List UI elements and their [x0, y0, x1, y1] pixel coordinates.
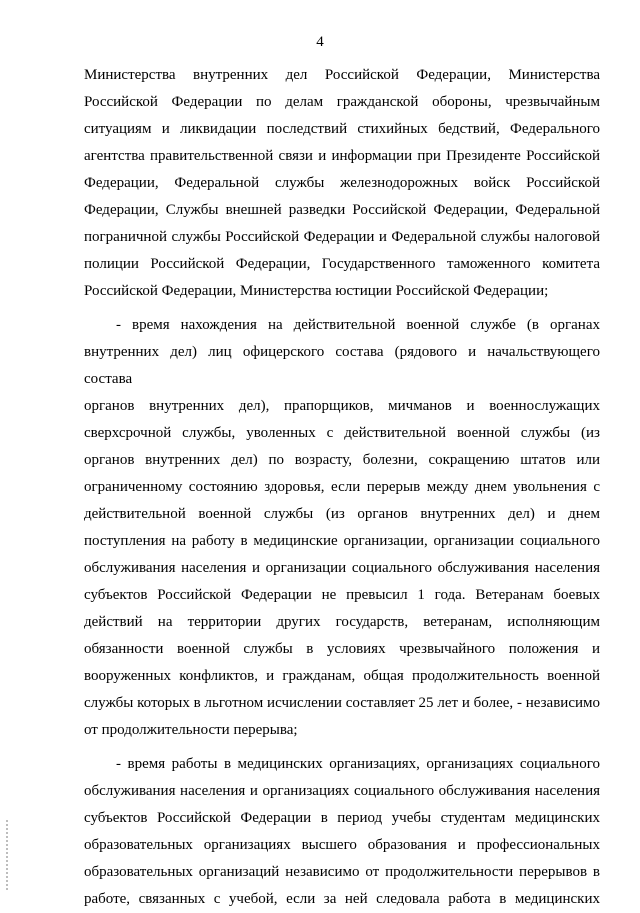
text-line: пограничной службы Российской Федерации и Федеральной службы налоговой	[84, 229, 600, 245]
text-line: агентства правительственной связи и информации при Президенте Российской	[84, 148, 600, 164]
text-line: - время работы в медицинских организациях, организациях социального	[116, 756, 600, 772]
text-line: обязанности военной службы в условиях чрезвычайного положения и	[84, 641, 600, 657]
text-line: Российской Федерации по делам гражданской обороны, чрезвычайным	[84, 94, 600, 110]
paragraph-military-service	[84, 312, 600, 744]
scan-edge-mark	[6, 820, 8, 890]
text-line: работе, связанных с учебой, если за ней следовала работа в медицинских	[84, 891, 600, 907]
text-line: ограниченному состоянию здоровья, если перерыв между днем увольнения с	[84, 479, 600, 495]
page-number: 4	[316, 34, 324, 50]
text-line: вооруженных конфликтов, и гражданам, общая продолжительность военной	[84, 668, 600, 684]
text-line: сверхсрочной службы, уволенных с действительной военной службы (из	[84, 425, 600, 441]
text-line: органов внутренних дел) по возрасту, болезни, сокращению штатов или	[84, 452, 600, 468]
text-line: обслуживания населения и организациях социального обслуживания населения	[84, 783, 600, 799]
text-line: полиции Российской Федерации, Государственного таможенного комитета	[84, 256, 600, 272]
text-line: ситуациям и ликвидации последствий стихийных бедствий, Федерального	[84, 121, 600, 137]
document-body	[84, 62, 600, 913]
text-line: службы которых в льготном исчислении составляет 25 лет и более, - независимо	[84, 695, 600, 711]
text-line: от продолжительности перерыва;	[84, 722, 298, 738]
paragraph-medical-work	[84, 751, 600, 913]
text-line: Министерства внутренних дел Российской Федерации, Министерства	[84, 67, 600, 83]
text-line: обслуживания населения и организации социального обслуживания населения	[84, 560, 600, 576]
text-line: внутренних дел) лиц офицерского состава (рядового и начальствующего состава	[84, 344, 600, 387]
paragraph-ministries-list	[84, 62, 600, 305]
text-line: образовательных организациях высшего образования и профессиональных	[84, 837, 600, 853]
text-line: действий на территории других государств, ветеранам, исполняющим	[84, 614, 600, 630]
text-line: органов внутренних дел), прапорщиков, мичманов и военнослужащих	[84, 398, 600, 414]
text-line: Российской Федерации, Министерства юстиции Российской Федерации;	[84, 283, 549, 299]
text-line: образовательных организаций независимо от продолжительности перерывов в	[84, 864, 600, 880]
text-line: поступления на работу в медицинские организации, организации социального	[84, 533, 600, 549]
text-line: субъектов Российской Федерации в период учебы студентам медицинских	[84, 810, 600, 826]
text-line: - время нахождения на действительной военной службе (в органах	[116, 317, 600, 333]
text-line: действительной военной службы (из органов внутренних дел) и днем	[84, 506, 600, 522]
text-line: субъектов Российской Федерации не превысил 1 года. Ветеранам боевых	[84, 587, 600, 603]
text-line: Федерации, Федеральной службы железнодорожных войск Российской	[84, 175, 600, 191]
text-line: Федерации, Службы внешней разведки Российской Федерации, Федеральной	[84, 202, 600, 218]
